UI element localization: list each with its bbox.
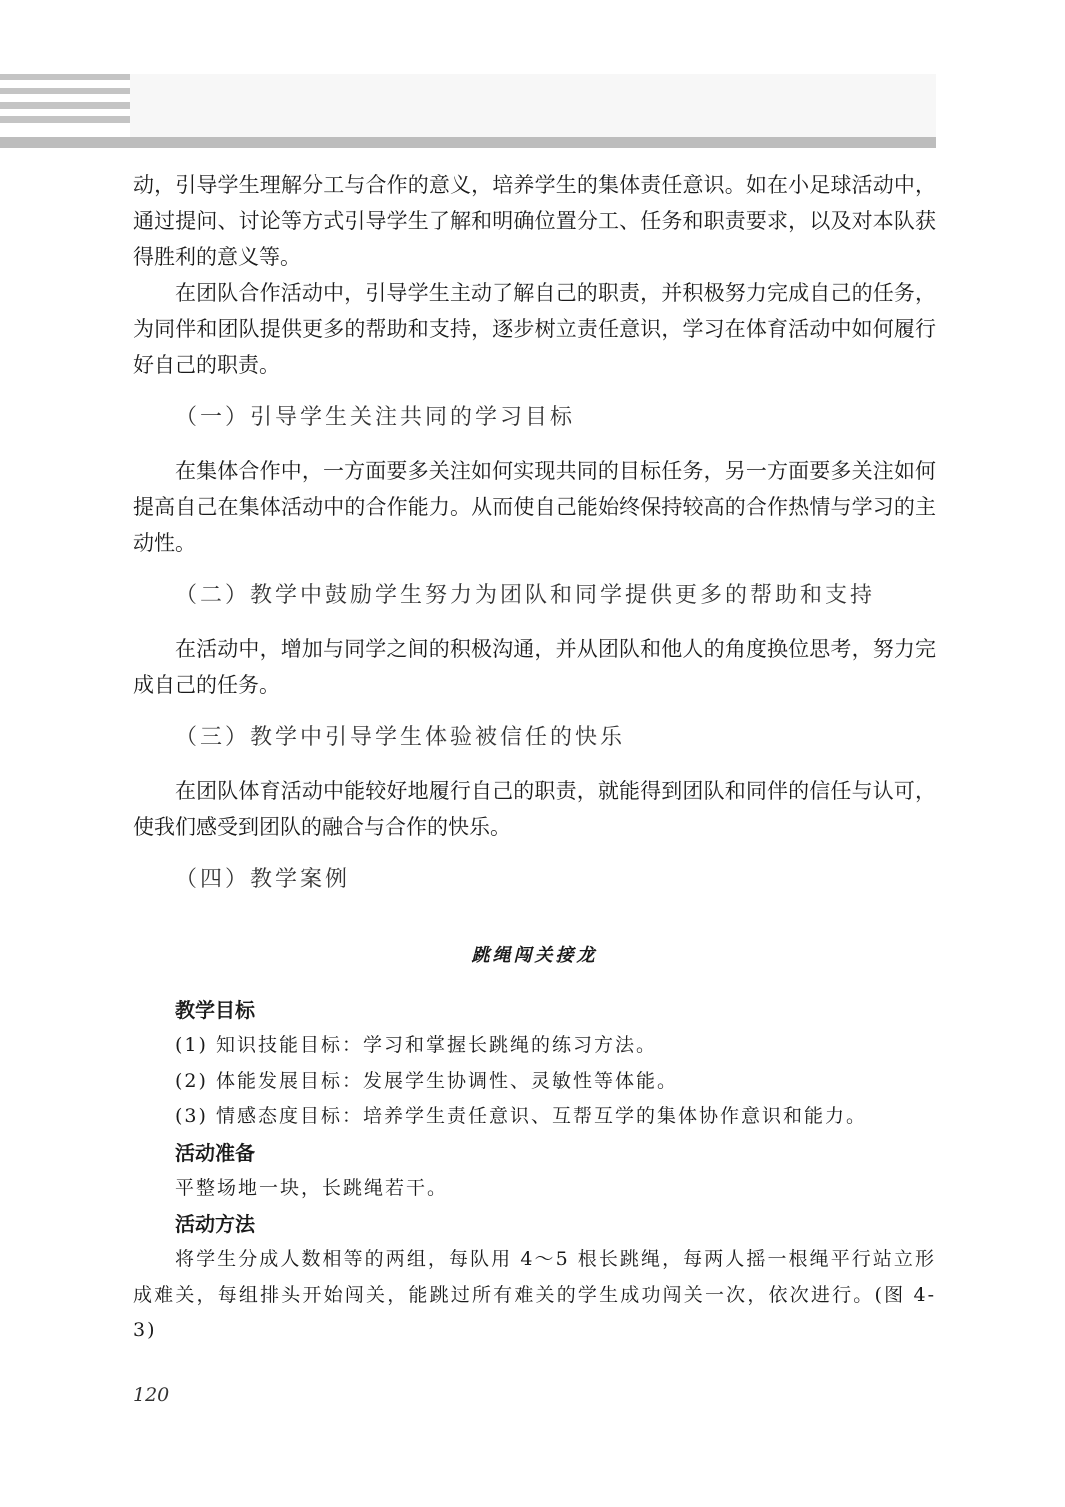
paragraph: 在团队体育活动中能较好地履行自己的职责，就能得到团队和同伴的信任与认可，使我们感受到团队的融合与合作的快乐。 bbox=[133, 779, 936, 839]
section-heading: （一）引导学生关注共同的学习目标 bbox=[175, 405, 576, 430]
paragraph: 在活动中，增加与同学之间的积极沟通，并从团队和他人的角度换位思考，努力完成自己的任务。 bbox=[133, 637, 936, 697]
section-heading: （三）教学中引导学生体验被信任的快乐 bbox=[175, 725, 626, 750]
prep-text: 平整场地一块，长跳绳若干。 bbox=[175, 1176, 449, 1199]
case-title: 跳绳闯关接龙 bbox=[471, 945, 598, 966]
goal-item: (3) 情感态度目标：培养学生责任意识、互帮互学的集体协作意识和能力。 bbox=[175, 1105, 867, 1127]
method-text: 将学生分成人数相等的两组，每队用 4～5 根长跳绳，每两人摇一根绳平行站立形成难关，每组排头开始闯关，能跳过所有难关的学生成功闯关一次，依次进行。(图 4-3) bbox=[133, 1248, 936, 1341]
page-content bbox=[133, 167, 936, 1349]
goal-item: (1) 知识技能目标：学习和掌握长跳绳的练习方法。 bbox=[175, 1034, 657, 1056]
header-stripe bbox=[0, 88, 130, 94]
prep-label: 活动准备 bbox=[175, 1140, 255, 1165]
paragraph: 在集体合作中，一方面要多关注如何实现共同的目标任务，另一方面要多关注如何提高自己在集体活动中的合作能力。从而使自己能始终保持较高的合作热情与学习的主动性。 bbox=[133, 459, 936, 555]
header-stripe bbox=[0, 116, 130, 123]
header-stripe bbox=[0, 74, 130, 80]
page-number: 120 bbox=[133, 1384, 170, 1406]
section-heading: （二）教学中鼓励学生努力为团队和同学提供更多的帮助和支持 bbox=[175, 583, 876, 608]
goal-item: (2) 体能发展目标：发展学生协调性、灵敏性等体能。 bbox=[175, 1069, 678, 1092]
header-rule bbox=[0, 137, 936, 148]
goals-label: 教学目标 bbox=[175, 998, 255, 1022]
paragraph: 动，引导学生理解分工与合作的意义，培养学生的集体责任意识。如在小足球活动中，通过提问、讨论等方式引导学生了解和明确位置分工、任务和职责要求，以及对本队获得胜利的意义等。 bbox=[133, 173, 936, 269]
method-label: 活动方法 bbox=[175, 1212, 255, 1236]
section-heading: （四）教学案例 bbox=[175, 867, 351, 892]
header-stripe bbox=[0, 102, 130, 109]
paragraph: 在团队合作活动中，引导学生主动了解自己的职责，并积极努力完成自己的任务，为同伴和团队提供更多的帮助和支持，逐步树立责任意识，学习在体育活动中如何履行好自己的职责。 bbox=[133, 281, 936, 377]
